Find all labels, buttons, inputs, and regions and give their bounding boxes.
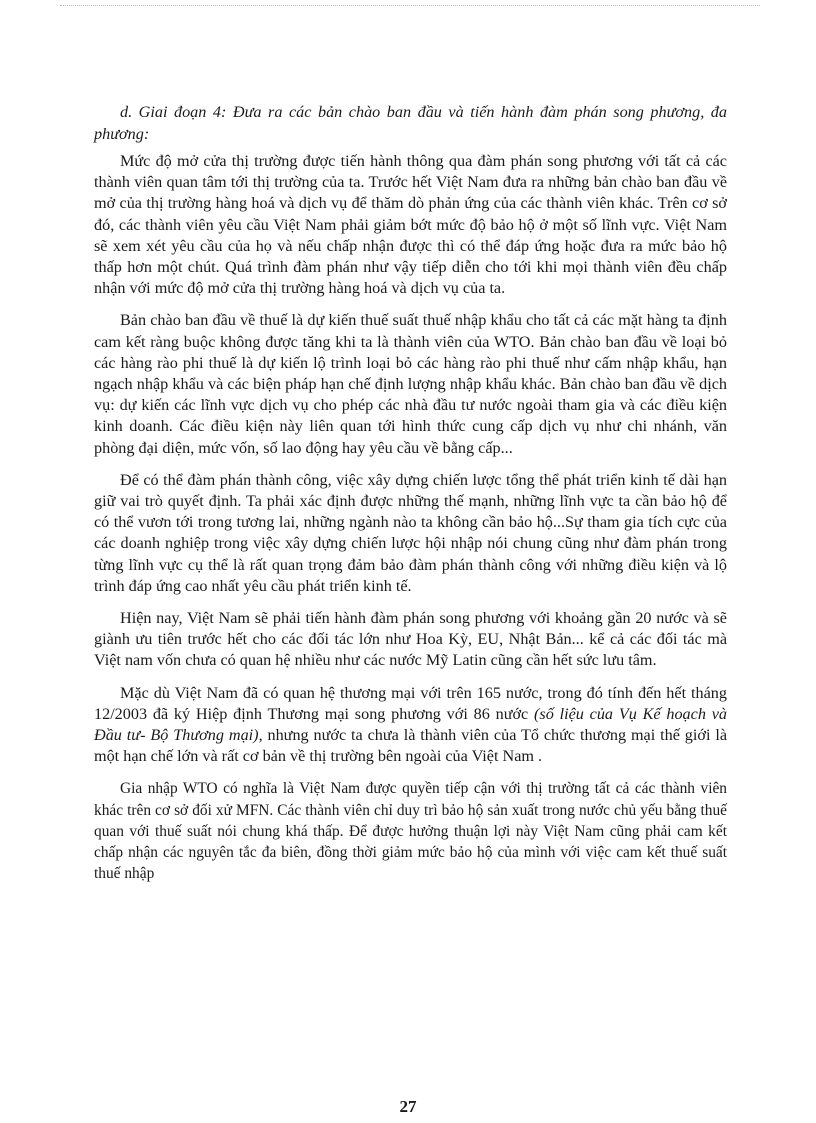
paragraph-4: Hiện nay, Việt Nam sẽ phải tiến hành đàm phán song phương với khoảng gần 20 nước và sẽ giành ưu tiên trước hết cho các đối tác lớn như Hoa Kỳ, EU, Nhật Bản... kể cả các đối tác mà Việt nam vốn chưa có quan hệ nhiều như các nước Mỹ Latin cũng cần hết sức lưu tâm. <box>94 609 727 670</box>
paragraph-2: Bản chào ban đầu về thuế là dự kiến thuế suất thuế nhập khẩu cho tất cả các mặt hàng ta định cam kết ràng buộc không được tăng khi ta là thành viên của WTO. Bản chào ban đầu về loại bỏ các hàng rào phi thuế là dự kiến lộ trình loại bỏ các hàng rào phi thuế như cấm nhập khẩu, hạn ngạch nhập khẩu và các biện pháp hạn chế định lượng nhập khẩu khác. Bản chào ban đầu về dịch vụ: dự kiến các lĩnh vực dịch vụ cho phép các nhà đầu tư nước ngoài tham gia và các điều kiện kinh doanh. Các điều kiện này liên quan tới hình thức cung cấp dịch vụ như chi nhánh, văn phòng đại diện, mức vốn, số lao động hay yêu cầu về bằng cấp... <box>94 311 727 457</box>
paragraph-5 <box>94 683 727 768</box>
paragraph-5-text-start: Mặc dù Việt Nam đã có quan hệ thương mại với trên 165 nước, trong đó tính đến hết tháng 12/2003 đã ký Hiệp định Thương mại song phương với 86 nước <box>94 683 727 723</box>
header-rule <box>60 5 760 6</box>
page-body <box>94 101 727 885</box>
paragraph-5-source-note: (số liệu của Vụ Kế hoạch và Đầu tư- Bộ Thương mại) <box>94 704 728 745</box>
paragraph-5-text-end: , nhưng nước ta chưa là thành viên của Tổ chức thương mại thế giới là một hạn chế lớn và rất cơ bản về thị trường bên ngoài của Việt Nam . <box>94 726 728 766</box>
paragraph-6: Gia nhập WTO có nghĩa là Việt Nam được quyền tiếp cận với thị trường tất cả các thành viên khác trên cơ sở đối xử MFN. Các thành viên chỉ duy trì bảo hộ sản xuất trong nước chủ yếu bằng thuế quan với thuế suất nói chung khá thấp. Để được hưởng thuận lợi này Việt Nam cũng phải cam kết chấp nhận các nguyên tắc đa biên, đồng thời giảm mức bảo hộ của mình với việc cam kết thuế suất thuế nhập <box>94 780 727 883</box>
paragraph-1: Mức độ mở cửa thị trường được tiến hành thông qua đàm phán song phương với tất cả các thành viên quan tâm tới thị trường của ta. Trước hết Việt Nam đưa ra những bản chào ban đầu về mở của thị trường hàng hoá và dịch vụ để thăm dò phản ứng của các thành viên khác. Trên cơ sở đó, các thành viên yêu cầu Việt Nam phải giảm bớt mức độ bảo hộ ở một số lĩnh vực. Việt Nam sẽ xem xét yêu cầu của họ và nếu chấp nhận được thì có thể đáp ứng hoặc đưa ra mức bảo hộ thấp hơn một chút. Quá trình đàm phán như vậy tiếp diễn cho tới khi mọi thành viên đều chấp nhận với mức độ mở cửa thị trường hàng hoá và dịch vụ của ta. <box>94 152 727 298</box>
section-heading: d. Giai đoạn 4: Đưa ra các bản chào ban đầu và tiến hành đàm phán song phương, đa phương: <box>94 103 727 143</box>
page-number: 27 <box>399 1097 417 1116</box>
paragraph-3: Để có thể đàm phán thành công, việc xây dựng chiến lược tổng thể phát triển kinh tế dài hạn giữ vai trò quyết định. Ta phải xác định được những thế mạnh, những lĩnh vực ta cần bảo hộ để có thể vươn tới trong tương lai, những ngành nào ta không cần bảo hộ...Sự tham gia tích cực của các doanh nghiệp trong việc xây dựng chiến lược hội nhập nói chung cũng như đàm phán trong từng lĩnh vực cụ thể là rất quan trọng đảm bảo đàm phán thành công với những điều kiện và lộ trình đáp ứng cao nhất yêu cầu phát triển kinh tế. <box>94 470 727 595</box>
